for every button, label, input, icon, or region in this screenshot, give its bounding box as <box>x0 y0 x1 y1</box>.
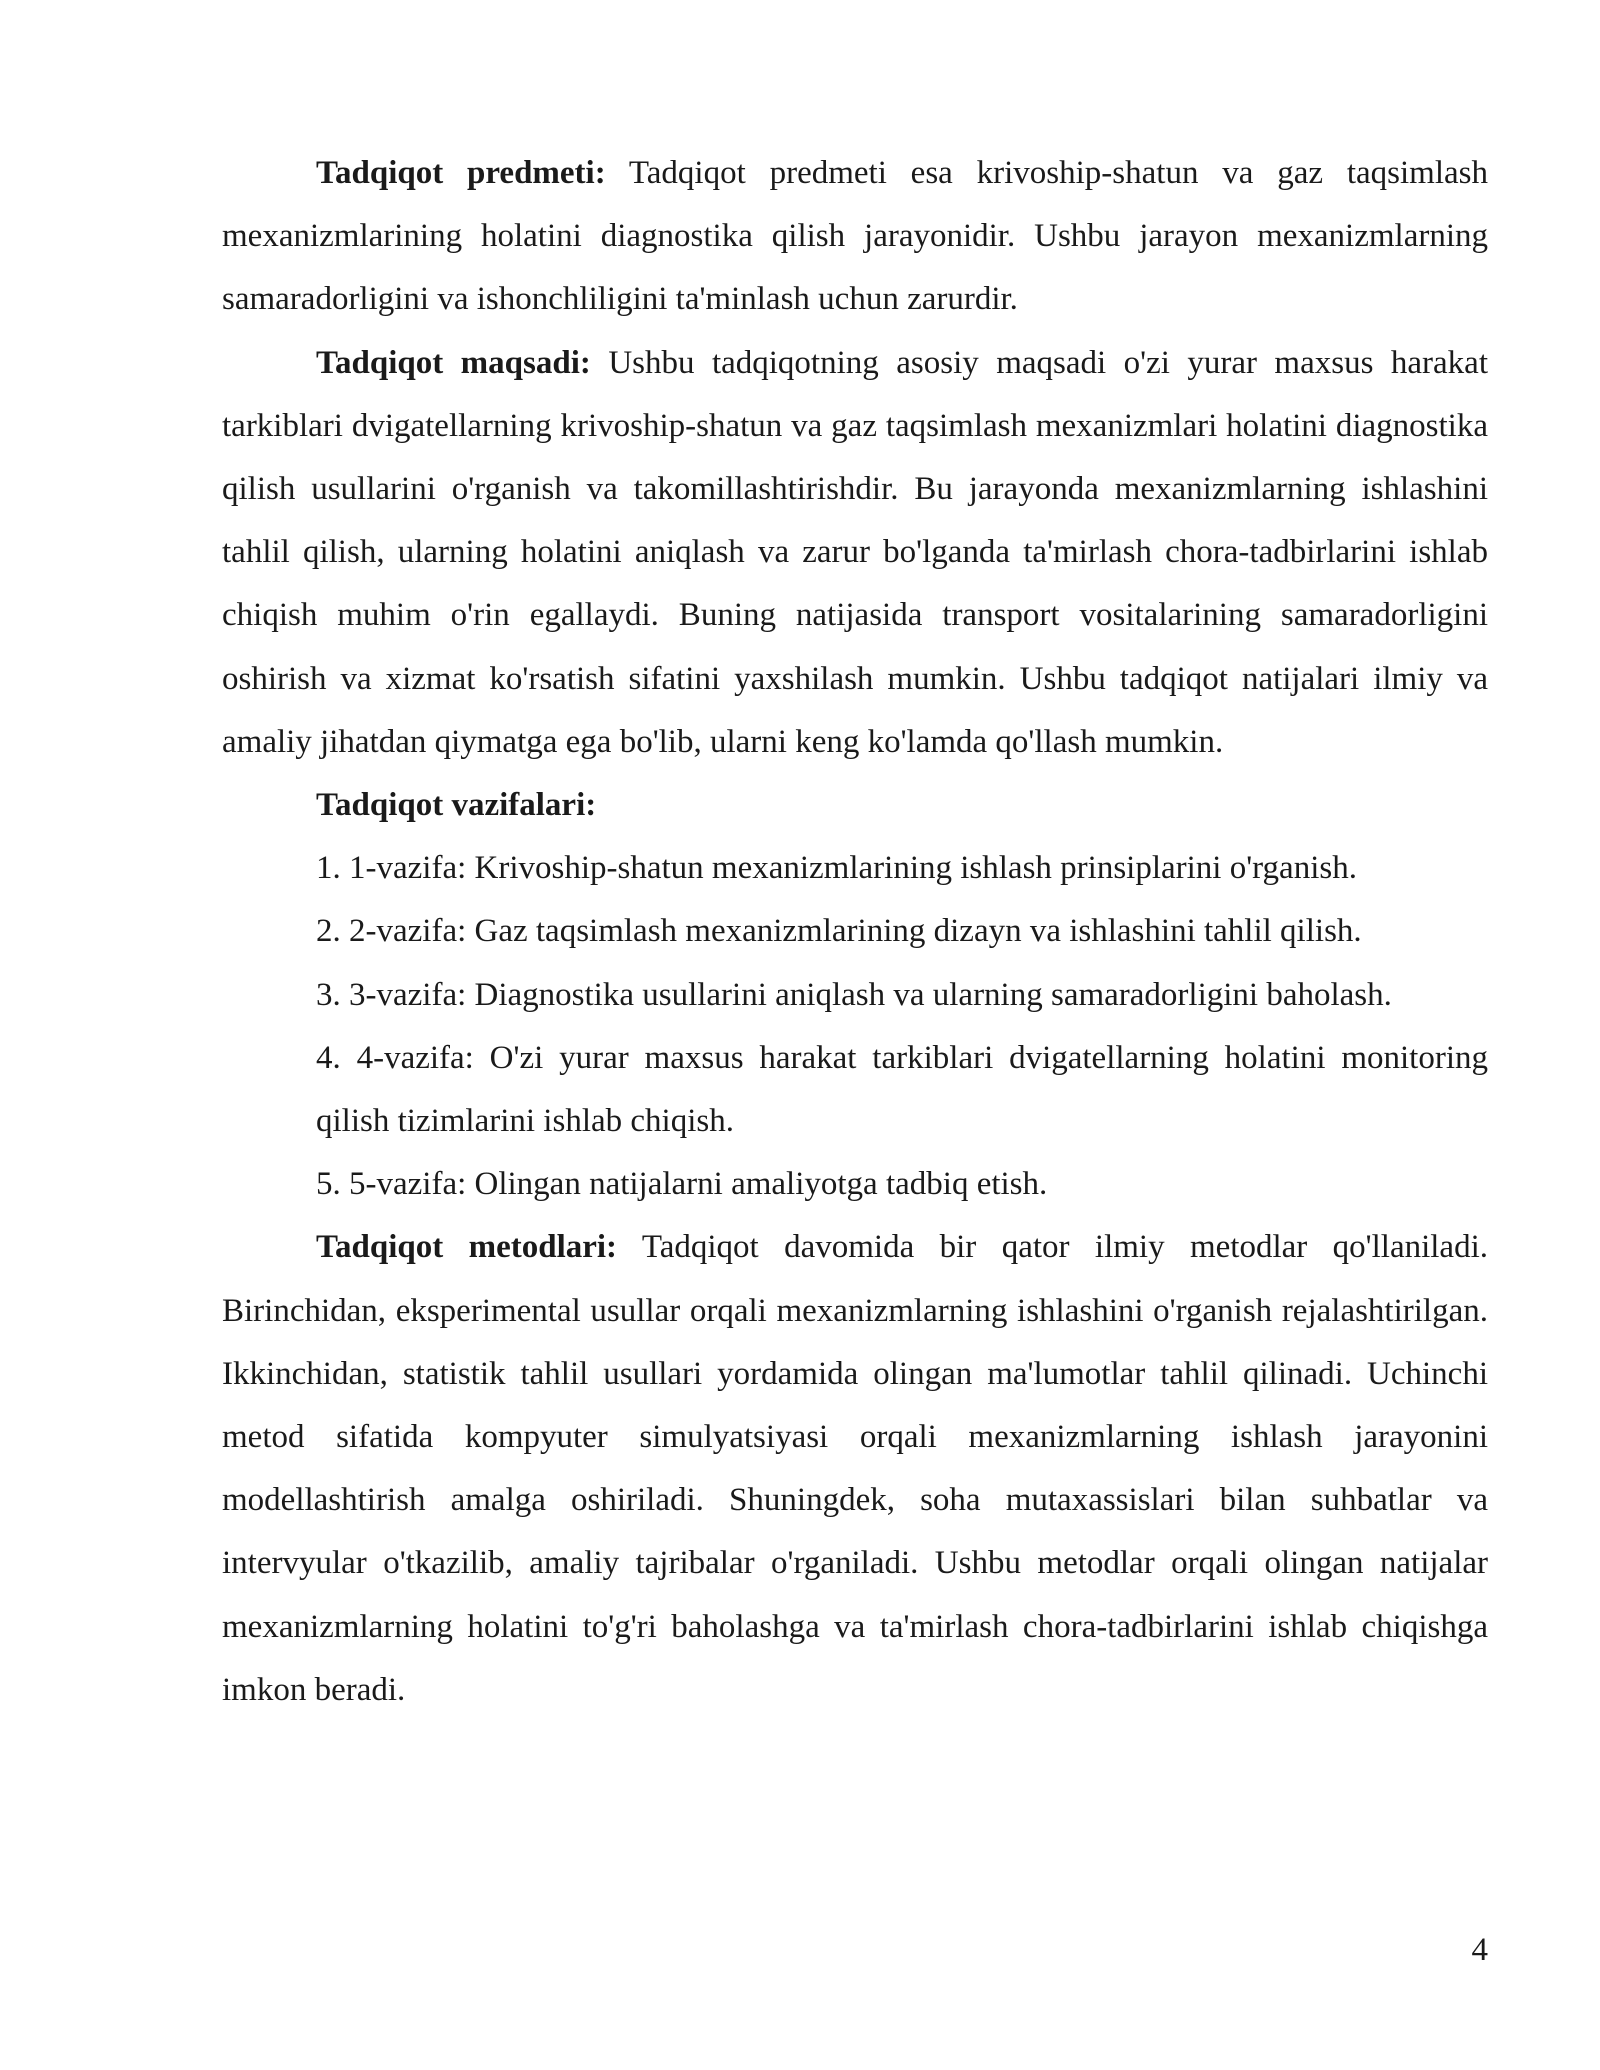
paragraph-predmet <box>222 142 1488 332</box>
task-item-3: 3. 3-vazifa: Diagnostika usullarini aniqlash va ularning samaradorligini baholash. <box>316 976 1392 1013</box>
task-list <box>222 837 1488 1216</box>
page-number: 4 <box>1471 1932 1488 1968</box>
text-predmet: Tadqiqot predmeti esa krivoship-shatun va gaz taqsimlash mexanizmlarining holatini diagnostika qilish jarayonidir. Ushbu jarayon mexanizmlarning samaradorligini va ishonchliligini ta'minlash uchun zarurdir. <box>222 155 1488 318</box>
heading-metodlar: Tadqiqot metodlari: <box>316 1229 618 1266</box>
task-item-1: 1. 1-vazifa: Krivoship-shatun mexanizmlarining ishlash prinsiplarini o'rganish. <box>316 850 1357 887</box>
heading-predmet: Tadqiqot predmeti: <box>316 155 606 191</box>
task-item-5: 5. 5-vazifa: Olingan natijalarni amaliyotga tadbiq etish. <box>316 1166 1048 1203</box>
task-item-2: 2. 2-vazifa: Gaz taqsimlash mexanizmlarining dizayn va ishlashini tahlil qilish. <box>316 913 1362 950</box>
heading-maqsad: Tadqiqot maqsadi: <box>316 344 591 381</box>
document-page <box>222 142 1488 1722</box>
paragraph-metodlar <box>222 1216 1488 1722</box>
paragraph-maqsad <box>222 332 1488 774</box>
text-maqsad: Ushbu tadqiqotning asosiy maqsadi o'zi yurar maxsus harakat tarkiblari dvigatellarning krivoship-shatun va gaz taqsimlash mexanizmlari holatini diagnostika qilish usullarini o'rganish va takomillashtirishdir. Bu jarayonda mexanizmlarning ishlashini tahlil qilish, ularning holatini aniqlash va zarur bo'lganda ta'mirlash chora-tadbirlarini ishlab chiqish muhim o'rin egallaydi. Buning natijasida transport vositalarining samaradorligini oshirish va xizmat ko'rsatish sifatini yaxshilash mumkin. Ushbu tadqiqot natijalari ilmiy va amaliy jihatdan qiymatga ega bo'lib, ularni keng ko'lamda qo'llash mumkin. <box>222 344 1488 760</box>
task-item-4: 4. 4-vazifa: O'zi yurar maxsus harakat tarkiblari dvigatellarning holatini monitoring qilish tizimlarini ishlab chiqish. <box>316 1039 1488 1140</box>
paragraph-vazifalar <box>222 774 1488 837</box>
heading-vazifalar: Tadqiqot vazifalari: <box>316 787 597 824</box>
text-metodlar: Tadqiqot davomida bir qator ilmiy metodlar qo'llaniladi. Birinchidan, eksperimental usullar orqali mexanizmlarning ishlashini o'rganish rejalashtirilgan. Ikkinchidan, statistik tahlil usullari yordamida olingan ma'lumotlar tahlil qilinadi. Uchinchi metod sifatida kompyuter simulyatsiyasi orqali mexanizmlarning ishlash jarayonini modellashtirish amalga oshiriladi. Shuningdek, soha mutaxassislari bilan suhbatlar va intervyular o'tkazilib, amaliy tajribalar o'rganiladi. Ushbu metodlar orqali olingan natijalar mexanizmlarning holatini to'g'ri baholashga va ta'mirlash chora-tadbirlarini ishlab chiqishga imkon beradi. <box>222 1229 1488 1708</box>
